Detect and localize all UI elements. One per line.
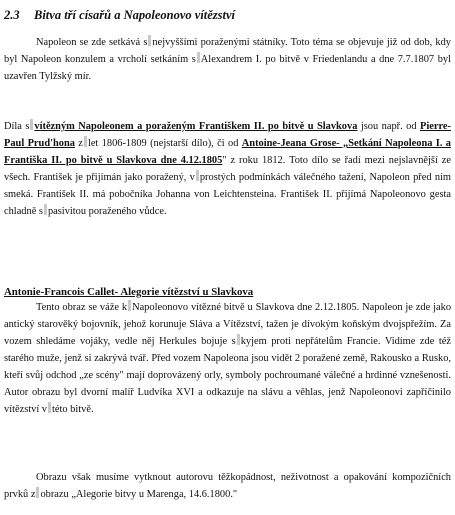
text-run: Napoleon se zde setkává s bbox=[36, 37, 148, 48]
subsection-title: Antonie-Francois Callet- Alegorie vítězství u Slavkova bbox=[4, 286, 254, 298]
text-run: z bbox=[74, 138, 83, 149]
text-run: " z roku 1812. Toto dílo se řadí mezi nejslavnější ze všech. František je přijímán jako poražený, v bbox=[4, 155, 451, 183]
section-title: Bitva tří císařů a Napoleonovo vítězství bbox=[34, 8, 236, 22]
text-run: prostých podmínkách válečného tažení, Napoleon před ním smeká. František II. má pobočníka Johanna von Leichtensteina. František II. přijímá Napoleonovo gesta chladně s bbox=[4, 172, 451, 217]
artist-name: Pierre-Paul Prud'hona bbox=[4, 121, 451, 149]
hidden-space-marker bbox=[44, 204, 47, 215]
hidden-space-marker bbox=[36, 487, 39, 498]
section-number: 2.3 bbox=[4, 8, 20, 22]
section-heading bbox=[4, 8, 235, 23]
artwork-title: Antoine-Jeana Grose- „Setkání Napoleona I. a Františka II. po bitvě u Slavkova dne 4.12.1805 bbox=[4, 138, 451, 166]
emphasis-text: vítězným Napoleonem a poraženým Františkem II. po bitvě u Slavkova bbox=[34, 121, 358, 132]
paragraph-2 bbox=[4, 118, 451, 220]
text-run: Díla s bbox=[4, 121, 30, 132]
text-run: této bitvě. bbox=[52, 404, 94, 415]
subsection-heading bbox=[4, 282, 451, 300]
hidden-space-marker bbox=[30, 119, 33, 130]
paragraph-3 bbox=[4, 299, 451, 418]
paragraph-1 bbox=[4, 34, 451, 85]
text-run: obrazu „Alegorie bitvy u Marenga, 14.6.1800." bbox=[40, 489, 238, 500]
text-run: Napoleonovo vítězné bitvě u Slavkova dne 2.12.1805. Napoleon je zde jako antický starověký bojovník, jehož korunuje Sláva a Vítězství, tažen je dívokým koňským dvojspřežím. Za vozem shledáme vojáky, vedle něj Herkules bojuje s bbox=[4, 302, 452, 347]
text-run: pasivitou poraženého vůdce. bbox=[47, 206, 167, 217]
text-run: jsou např. od bbox=[357, 121, 421, 132]
paragraph-4 bbox=[4, 469, 451, 503]
text-run: Tento obraz se váže k bbox=[36, 302, 128, 313]
text-run: kyjem proti nepřátelům Francie. Vidíme zde též starého muže, jenž si zakrývá tvář. Před vozem Napoleona jsou vidět 2 poražené země, Rakousko a Rusko, kteří svůj odchod „ze scény" mají doprovázený orly, symboly pochroumané válečné a hrdinné vznešenosti. Autor obrazu byl dvorní malíř Ludvíka XVI a odkazuje na slávu a věhlas, jenž Napoleonovi zapříčinilo vítězství v bbox=[4, 336, 451, 415]
text-run: nejvyššími poraženými státníky. Toto téma se objevuje již od dob, kdy byl Napoleon konzulem a vrcholí setkáním s bbox=[4, 37, 452, 65]
hidden-space-marker bbox=[237, 334, 240, 345]
hidden-space-marker bbox=[128, 300, 131, 311]
text-run: let 1806-1809 (nejstarší dílo), či od bbox=[87, 138, 242, 149]
hidden-space-marker bbox=[84, 136, 87, 147]
text-run: Alexandrem I. po bitvě v Friedenlandu a dne 7.7.1807 byl uzavřen Tylžský mír. bbox=[4, 54, 451, 82]
hidden-space-marker bbox=[196, 170, 199, 181]
hidden-space-marker bbox=[48, 402, 51, 413]
hidden-space-marker bbox=[148, 35, 151, 46]
hidden-space-marker bbox=[197, 52, 200, 63]
text-run: Obrazu však musíme vytknout autorovu těžkopádnost, neživotnost a opakování kompozičních prvků z bbox=[4, 472, 451, 500]
